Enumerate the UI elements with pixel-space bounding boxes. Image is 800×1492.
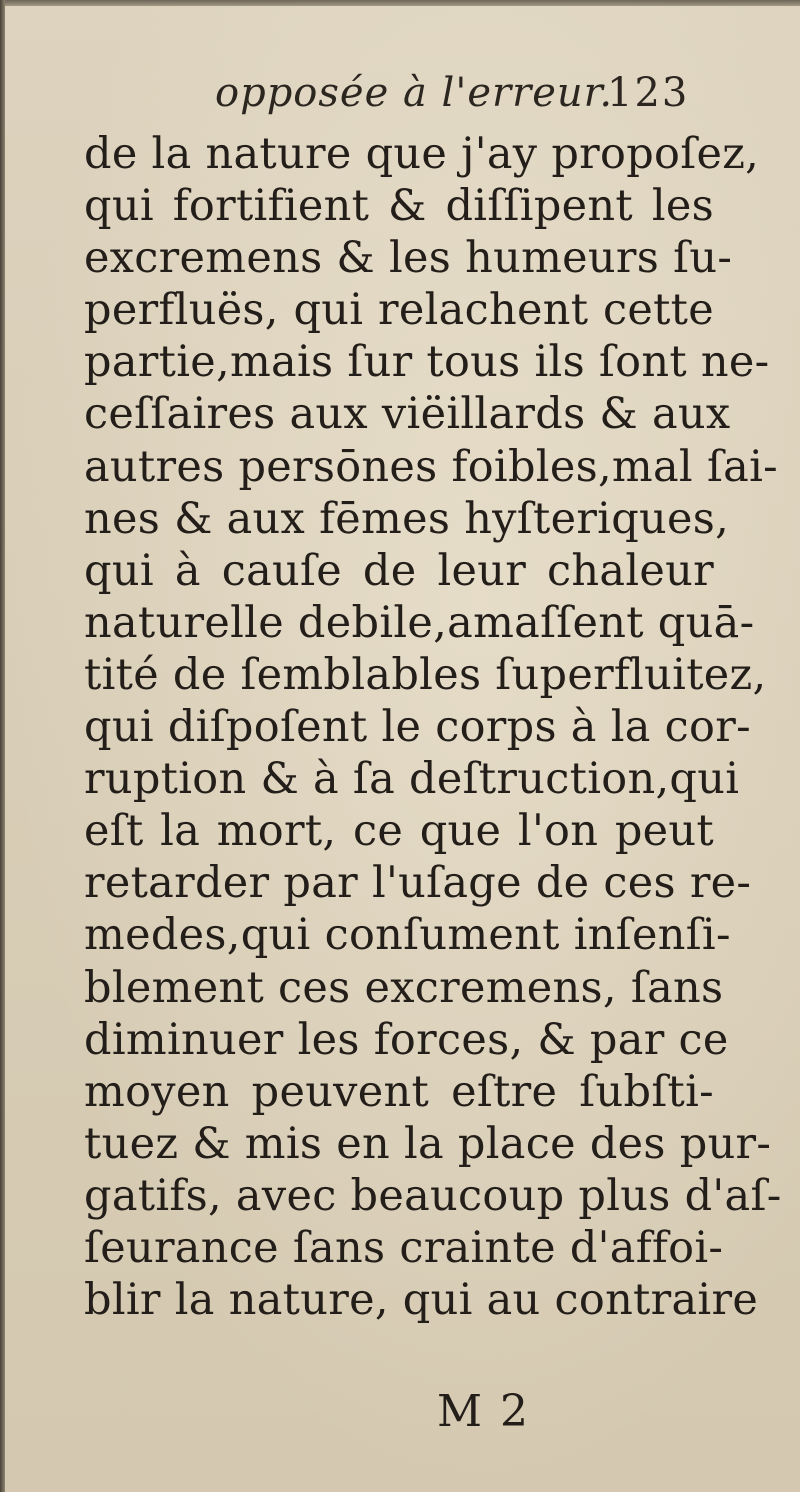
text-line: ſeurance ſans crainte d'affoi- [84,1222,724,1273]
text-line: moyen peuvent eſtre ſubſti- [84,1066,714,1117]
text-line: ceſſaires aux viëillards & aux [84,389,731,440]
text-line: naturelle debile,amaſſent quā- [84,597,755,648]
text-line: diminuer les forces, & par ce [84,1014,729,1065]
text-line: excremens & les humeurs ſu- [84,233,733,284]
text-line: blir la nature, qui au contraire [84,1275,759,1326]
page-top-edge [0,0,800,6]
text-line: retarder par l'uſage de ces re- [84,858,752,909]
page-header [215,70,715,130]
text-line: gatifs, avec beaucoup plus d'aſ- [84,1170,782,1221]
text-line: partie,mais ſur tous ils ſont ne- [84,337,770,388]
text-line: eſt la mort, ce que l'on peut [84,806,714,857]
text-line: tuez & mis en la place des pur- [84,1118,772,1169]
text-line: autres persōnes foibles,mal ſai- [84,441,778,492]
text-line: qui fortifient & diſſipent les [84,181,714,232]
text-line: qui diſpoſent le corps à la cor- [84,702,751,753]
running-head: opposée à l'erreur. [215,70,614,116]
body-text [84,128,782,1326]
text-line: nes & aux fēmes hyſteriques, [84,493,730,544]
page-left-edge [0,0,5,1492]
text-line: perfluës, qui relachent cette [84,285,714,336]
text-line: ruption & à ſa deſtruction,qui [84,754,740,805]
text-line: blement ces excremens, ſans [84,962,724,1013]
text-line: de la nature que j'ay propoſez, [84,129,760,179]
signature-mark: M 2 [437,1386,531,1437]
page-number: 123 [607,70,690,116]
text-line: tité de ſemblables ſuperfluitez, [84,649,767,700]
text-line: medes,qui conſument inſenſi- [84,910,731,961]
text-line: qui à cauſe de leur chaleur [84,545,714,596]
